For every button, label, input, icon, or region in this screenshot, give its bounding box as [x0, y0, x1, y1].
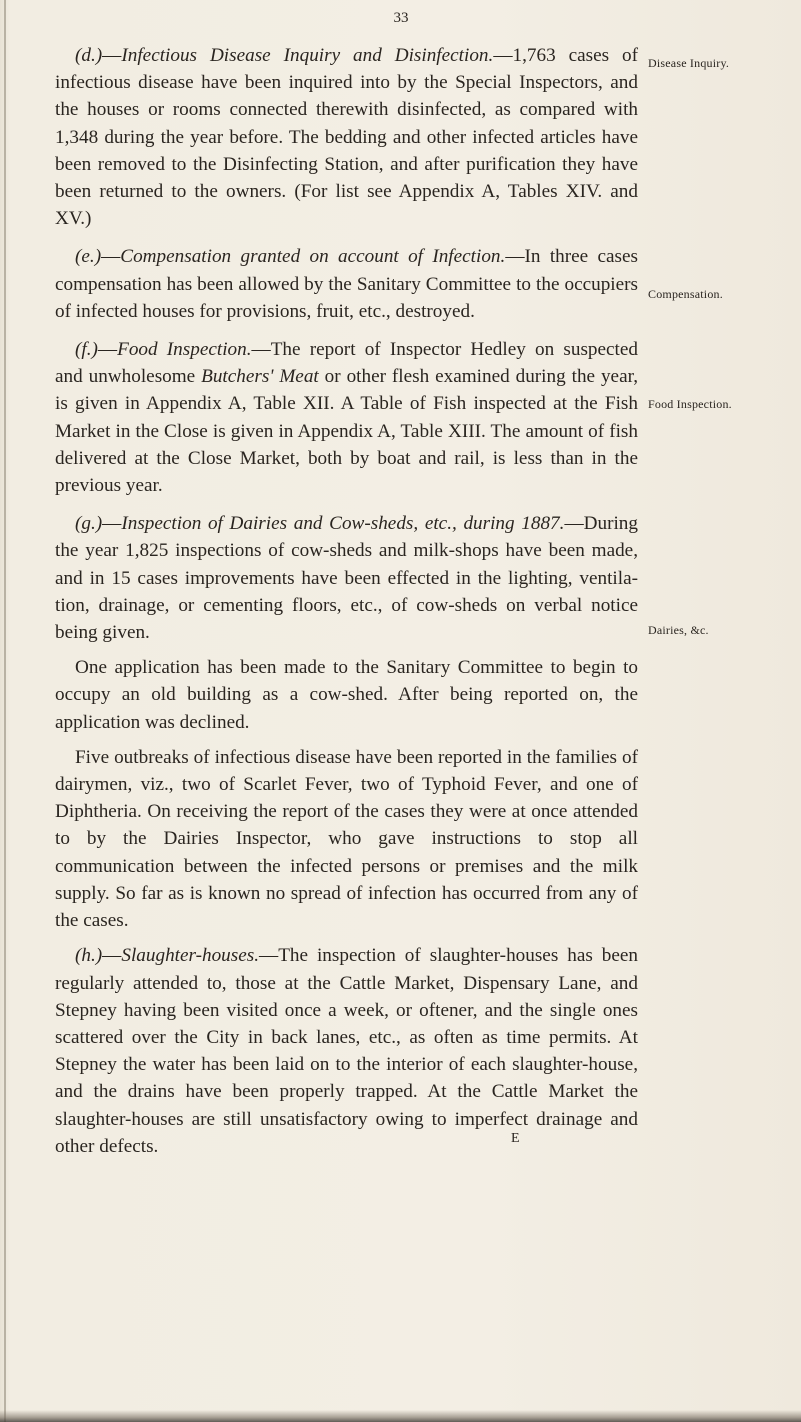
paragraph-text-food-inspection-1: —The report of Inspector Hedley on suspected and unwholesome: [55, 339, 638, 388]
paragraph-text-infectious-disease: —1,763 cases of infectious disease have been inquired into by the Special Inspectors, and the houses or rooms connected therewith disinfected, as compared with 1,348 during the year before. The bedding and other infected articles have been removed to the Disinfecting Station, and after purification they have been returned to the owners. (For list see Appendix A, Tables XIV. and XV.): [55, 45, 638, 230]
paragraph-text-dairies: —During the year 1,825 inspections of cow-sheds and milk-shops have been made, and in 15 cases improvements have been effected in the lighting, ventilation, drainage, or cementing floors, etc., of cow-sheds on verbal notice being given.: [55, 513, 638, 644]
paragraph-dairies-inspection: [55, 510, 638, 646]
margin-note-compensation: Compensation.: [648, 287, 723, 301]
page-number: 33: [393, 10, 409, 26]
paragraph-cow-shed-application: One application has been made to the Sanitary Committee to begin to occupy an old building as a cow-shed. After being reported on, the application was declined.: [55, 657, 638, 733]
section-heading-compensation: Compensation granted on account of Infection.: [120, 246, 506, 268]
printer-signature-mark: E: [511, 1131, 520, 1146]
section-label-d: (d.): [75, 45, 103, 66]
section-dash-d: —: [102, 45, 122, 66]
paragraph-text-compensation: —In three cases compensation has been allowed by the Sanitary Committee to the occupiers of infected houses for provisions, fruit, etc., destroyed.: [55, 246, 638, 322]
section-heading-slaughter-houses: Slaughter-houses.: [121, 945, 260, 967]
paragraph-text-slaughter-houses: —The inspection of slaughter-houses has been regularly attended to, those at the Cattle Market, Dispensary Lane, and Stepney having been visited once a week, or oftener, and the single ones scattered over the City in back lanes, etc., as often as time permits. At Stepney the water has been laid on to the interior of each slaughter-house, and the drains have been properly trapped. At the Cattle Market the slaughter-houses are still unsatisfactory owing to imperfect drainage and other defects.: [55, 945, 638, 1157]
section-dash-e: —: [101, 246, 121, 268]
margin-note-food-inspection: Food Inspection.: [648, 397, 732, 411]
report-body: [55, 42, 638, 1168]
italic-butchers-meat: Butchers' Meat: [201, 366, 319, 388]
section-label-h: (h.): [75, 945, 103, 967]
section-heading-infectious-disease: Infectious Disease Inquiry and Disinfection.: [121, 45, 494, 66]
section-label-f: (f.): [75, 339, 98, 361]
paragraph-text-food-inspection-2: or other flesh examined during the year, is given in Appendix A, Table XII. A Table of Fish inspected at the Fish Market in the Close is given in Appendix A, Table XIII. The amount of fish delivered at the Close Market, both by boat and rail, is less than in the previous year.: [55, 366, 639, 497]
section-dash-h: —: [102, 945, 122, 967]
paragraph-food-inspection: [55, 336, 638, 499]
paragraph-infectious-disease: [55, 42, 638, 232]
section-dash-g: —: [102, 513, 122, 535]
section-label-e: (e.): [75, 246, 102, 268]
section-label-g: (g.): [75, 513, 103, 535]
paragraph-slaughter-houses: [55, 942, 638, 1160]
margin-note-disease-inquiry: Disease Inquiry.: [648, 56, 730, 70]
section-heading-dairies: Inspection of Dairies and Cow-sheds, etc., during 1887.: [121, 513, 565, 535]
margin-note-dairies: Dairies, &c.: [648, 623, 709, 637]
section-heading-food-inspection: Food Inspection.: [117, 339, 252, 361]
section-dash-f: —: [97, 339, 118, 361]
paragraph-compensation: [55, 243, 638, 325]
paragraph-dairymen-outbreaks: Five outbreaks of infectious disease have been reported in the families of dairymen, viz., two of Scarlet Fever, two of Typhoid Fever, and one of Diphtheria. On receiving the report of the cases they were at once attended to by the Dairies Inspector, who gave instructions to stop all communication between the infected persons or premises and the milk supply. So far as is known no spread of infection has occurred from any of the cases.: [55, 746, 638, 932]
page-binding-edge: [4, 0, 6, 1422]
page-bottom-edge: [0, 1410, 801, 1422]
